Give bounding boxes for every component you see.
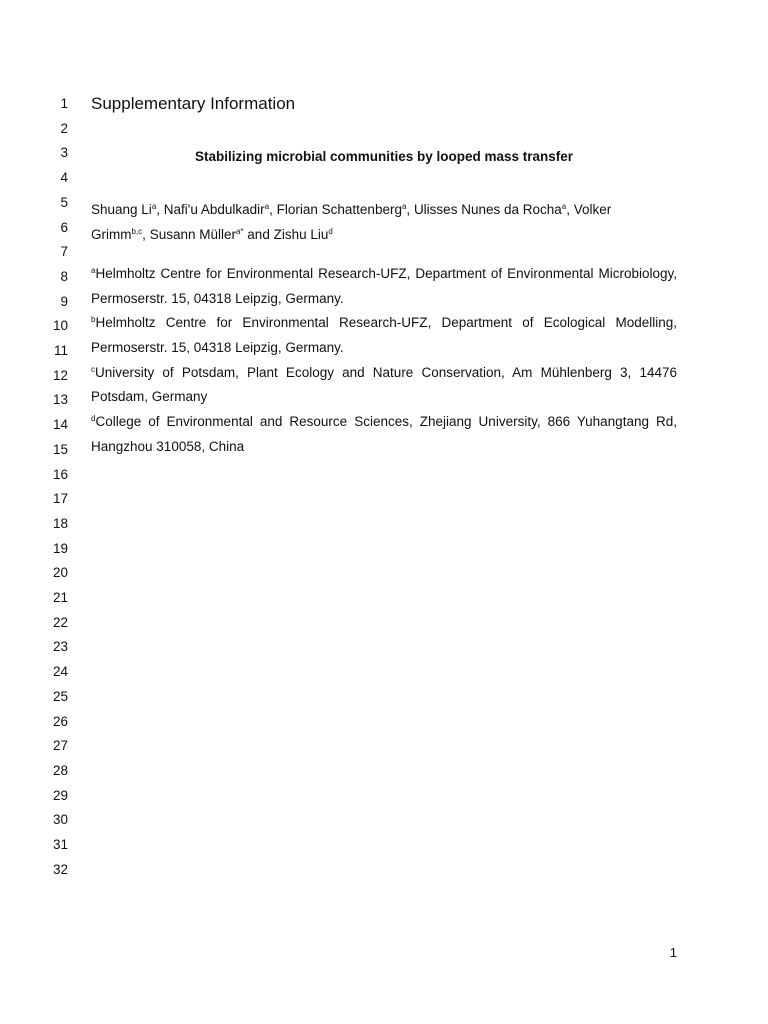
line-number: 7 [60, 244, 68, 260]
line-number: 18 [52, 515, 68, 531]
author-affiliation-marker: a [264, 202, 270, 211]
affiliation-address: Hangzhou 310058, China [91, 438, 245, 454]
author-name: Grimm [91, 227, 132, 242]
line-number: 2 [60, 120, 68, 136]
author-affiliation-marker: d [328, 227, 333, 236]
line-number: 1 [60, 96, 68, 111]
author-line-1 [91, 202, 677, 218]
line-number: 21 [52, 590, 68, 605]
affiliation-marker: d [91, 414, 96, 424]
affiliation-marker: a [91, 265, 96, 275]
author-name: Nafi'u Abdulkadir [163, 202, 265, 217]
author-affiliation-marker: a [151, 202, 157, 211]
line-number: 11 [53, 343, 68, 358]
affiliation-address: Permoserstr. 15, 04318 Leipzig, Germany. [91, 290, 344, 306]
affiliation-line [91, 266, 677, 282]
line-number: 31 [52, 837, 68, 852]
line-number: 29 [52, 787, 68, 803]
author-affiliation-marker: a [561, 202, 567, 211]
paper-title: Stabilizing microbial communities by looped mass transfer [194, 149, 574, 164]
author-name: Ulisses Nunes da Rocha [413, 202, 562, 217]
line-number: 3 [60, 145, 68, 161]
line-number: 14 [52, 417, 68, 433]
author-affiliation-marker: a [401, 202, 407, 211]
affiliation-marker: c [91, 364, 95, 374]
affiliation-address: Permoserstr. 15, 04318 Leipzig, Germany. [91, 340, 344, 355]
author-name: Shuang Li [91, 202, 152, 217]
affiliation-line [91, 365, 677, 381]
affiliation-address: Potsdam, Germany [91, 389, 208, 405]
affiliation-text: Helmholtz Centre for Environmental Research-UFZ, Department of Environmental Microbiology, [95, 265, 677, 281]
line-number: 12 [52, 367, 68, 383]
affiliation-text: Helmholtz Centre for Environmental Research-UFZ, Department of Ecological Modelling, [95, 315, 677, 331]
line-number: 20 [52, 565, 68, 581]
line-number: 13 [52, 392, 68, 408]
affiliation-text: University of Potsdam, Plant Ecology and Nature Conservation, Am Mühlenberg 3, 14476 [95, 364, 677, 380]
affiliation-line [91, 315, 677, 331]
line-number: 23 [52, 639, 68, 655]
author-separator: , [406, 202, 414, 217]
line-number: 4 [60, 170, 68, 186]
line-number: 17 [52, 491, 68, 507]
author-separator: , [156, 202, 164, 217]
line-number: 16 [52, 466, 68, 482]
line-number: 32 [52, 861, 68, 877]
author-name: Susann Müller [149, 227, 236, 242]
author-name: Florian Schattenberg [276, 202, 402, 217]
author-affiliation-marker: a* [235, 227, 244, 236]
line-number: 9 [60, 293, 68, 309]
author-name: Zishu Liu [273, 227, 329, 242]
affiliation-marker: b [91, 315, 96, 325]
affiliation-text: College of Environmental and Resource Sciences, Zhejiang University, 866 Yuhangtang Rd, [95, 414, 677, 430]
author-separator: , [142, 227, 150, 242]
line-number: 28 [52, 762, 68, 778]
line-number: 19 [52, 540, 68, 556]
line-number: 30 [52, 812, 68, 828]
line-number: 8 [60, 268, 68, 284]
section-heading: Supplementary Information [91, 94, 296, 113]
author-separator: and [243, 227, 274, 242]
line-number: 10 [52, 318, 68, 334]
line-number: 24 [52, 664, 68, 680]
affiliation-line [91, 414, 677, 430]
line-number: 5 [60, 194, 68, 210]
author-separator: , [269, 202, 277, 217]
author-name: Volker [573, 202, 612, 217]
author-line-2 [91, 227, 677, 243]
author-separator: , [566, 202, 574, 217]
line-number: 15 [52, 441, 68, 457]
line-number: 25 [52, 688, 68, 704]
author-affiliation-marker: b,c [131, 227, 143, 236]
page-number: 1 [669, 945, 677, 960]
line-number: 6 [60, 219, 68, 235]
line-number: 26 [52, 713, 68, 729]
line-number: 27 [52, 738, 68, 754]
line-number: 22 [52, 614, 68, 630]
